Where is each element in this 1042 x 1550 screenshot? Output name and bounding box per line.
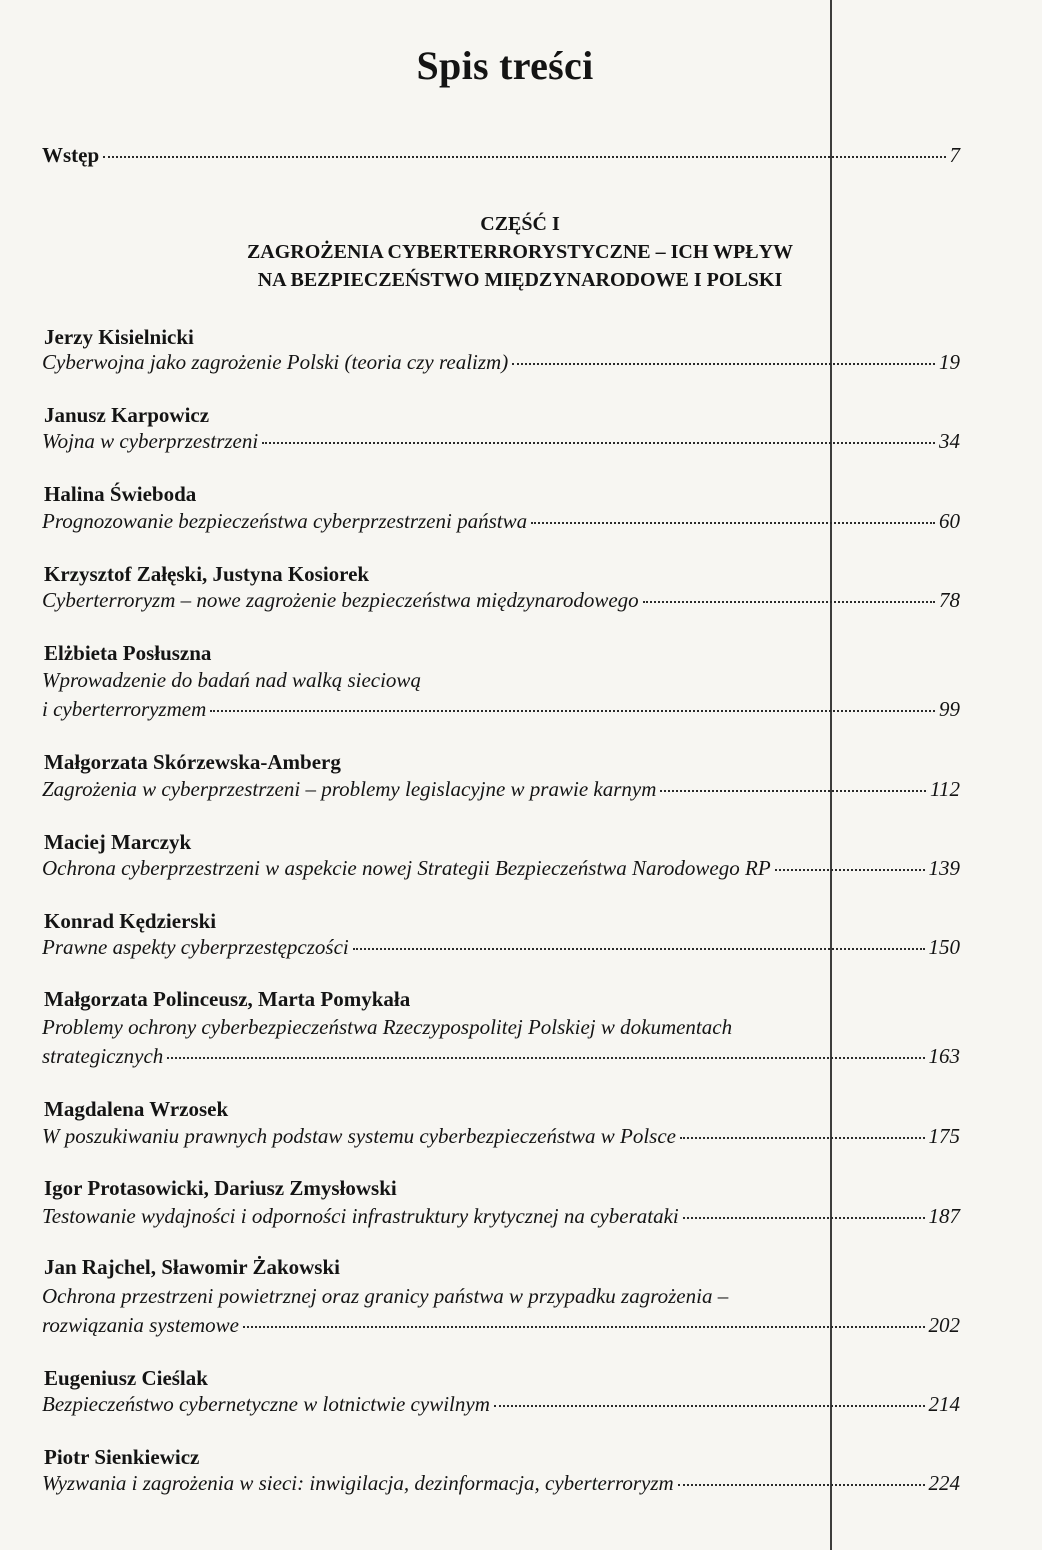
entry-title: Prawne aspekty cyberprzestępczości (42, 935, 349, 959)
toc-entry[interactable] (42, 1392, 960, 1417)
entry-page: 34 (939, 429, 960, 453)
entry-author: Krzysztof Załęski, Justyna Kosiorek (44, 562, 370, 586)
entry-page: 214 (928, 1392, 960, 1416)
toc-entry[interactable] (42, 1313, 960, 1338)
entry-page: 175 (928, 1124, 960, 1148)
leader-dots (210, 710, 935, 712)
entry-author: Igor Protasowicki, Dariusz Zmysłowski (44, 1176, 397, 1200)
entry-author: Małgorzata Polinceusz, Marta Pomykała (44, 987, 411, 1011)
leader-dots (678, 1484, 925, 1486)
toc-entry[interactable] (42, 935, 960, 960)
entry-title: Wyzwania i zagrożenia w sieci: inwigilacja, dezinformacja, cyberterroryzm (42, 1471, 674, 1495)
entry-page: 99 (939, 697, 960, 721)
page-title: Spis treści (416, 43, 594, 88)
entry-author: Maciej Marczyk (44, 830, 192, 854)
part-title-line1: ZAGROŻENIA CYBERTERRORYSTYCZNE – ICH WPŁYW (246, 241, 794, 263)
leader-dots (167, 1057, 924, 1059)
leader-dots (512, 363, 935, 365)
entry-page: 78 (939, 588, 960, 612)
entry-title: rozwiązania systemowe (42, 1313, 239, 1337)
toc-entry[interactable] (42, 350, 960, 375)
toc-entry[interactable] (42, 588, 960, 613)
entry-page: 187 (928, 1204, 960, 1228)
entry-title-line1: Problemy ochrony cyberbezpieczeństwa Rzeczypospolitej Polskiej w dokumentach (42, 1015, 733, 1039)
leader-dots (660, 790, 926, 792)
toc-entry[interactable] (42, 429, 960, 454)
entry-page: 163 (928, 1044, 960, 1068)
toc-entry[interactable] (42, 1044, 960, 1069)
entry-title: Prognozowanie bezpieczeństwa cyberprzestrzeni państwa (42, 509, 528, 533)
intro-page: 7 (949, 143, 960, 167)
entry-title: Wojna w cyberprzestrzeni (42, 429, 259, 453)
entry-page: 224 (928, 1471, 960, 1495)
leader-dots (353, 948, 925, 950)
entry-title: Cyberterroryzm – nowe zagrożenie bezpieczeństwa międzynarodowego (42, 588, 639, 612)
entry-title: Zagrożenia w cyberprzestrzeni – problemy legislacyjne w prawie karnym (42, 777, 657, 801)
part-title-line2: NA BEZPIECZEŃSTWO MIĘDZYNARODOWE I POLSKI (257, 269, 783, 291)
entry-author: Elżbieta Posłuszna (44, 641, 212, 665)
entry-author: Halina Świeboda (44, 482, 197, 506)
part-label: CZĘŚĆ I (480, 213, 560, 235)
entry-page: 139 (928, 856, 960, 880)
toc-entry[interactable] (42, 856, 960, 881)
intro-title: Wstęp (42, 143, 100, 167)
leader-dots (680, 1137, 925, 1139)
entry-page: 150 (928, 935, 960, 959)
entry-author: Magdalena Wrzosek (44, 1097, 229, 1121)
leader-dots (494, 1405, 925, 1407)
leader-dots (243, 1326, 925, 1328)
leader-dots (531, 522, 935, 524)
leader-dots (262, 442, 935, 444)
toc-entry[interactable] (42, 509, 960, 534)
toc-entry-intro[interactable] (42, 143, 960, 168)
leader-dots (643, 601, 935, 603)
entry-author: Eugeniusz Cieślak (44, 1366, 208, 1390)
leader-dots (103, 156, 945, 158)
entry-title: Ochrona cyberprzestrzeni w aspekcie nowej Strategii Bezpieczeństwa Narodowego RP (42, 856, 771, 880)
part-heading (140, 210, 900, 294)
entry-author: Małgorzata Skórzewska-Amberg (44, 750, 341, 774)
entry-title: strategicznych (42, 1044, 164, 1068)
entry-title: Testowanie wydajności i odporności infrastruktury krytycznej na cyberataki (42, 1204, 679, 1228)
leader-dots (775, 869, 925, 871)
entry-title: Bezpieczeństwo cybernetyczne w lotnictwie cywilnym (42, 1392, 490, 1416)
toc-entry[interactable] (42, 1124, 960, 1149)
toc-entry[interactable] (42, 777, 960, 802)
entry-title-line1: Ochrona przestrzeni powietrznej oraz granicy państwa w przypadku zagrożenia – (42, 1284, 729, 1308)
entry-author: Jerzy Kisielnicki (44, 325, 194, 349)
entry-author: Jan Rajchel, Sławomir Żakowski (44, 1255, 340, 1279)
entry-author: Janusz Karpowicz (44, 403, 210, 427)
entry-page: 202 (928, 1313, 960, 1337)
entry-page: 19 (939, 350, 960, 374)
leader-dots (683, 1217, 925, 1219)
entry-title: i cyberterroryzmem (42, 697, 207, 721)
toc-entry[interactable] (42, 1471, 960, 1496)
entry-page: 60 (939, 509, 960, 533)
entry-author: Piotr Sienkiewicz (44, 1445, 200, 1469)
entry-page: 112 (930, 777, 960, 801)
toc-entry[interactable] (42, 697, 960, 722)
entry-title-line1: Wprowadzenie do badań nad walką sieciową (42, 668, 421, 692)
entry-title: Cyberwojna jako zagrożenie Polski (teoria czy realizm) (42, 350, 509, 374)
toc-entry[interactable] (42, 1204, 960, 1229)
entry-title: W poszukiwaniu prawnych podstaw systemu cyberbezpieczeństwa w Polsce (42, 1124, 676, 1148)
entry-author: Konrad Kędzierski (44, 909, 217, 933)
